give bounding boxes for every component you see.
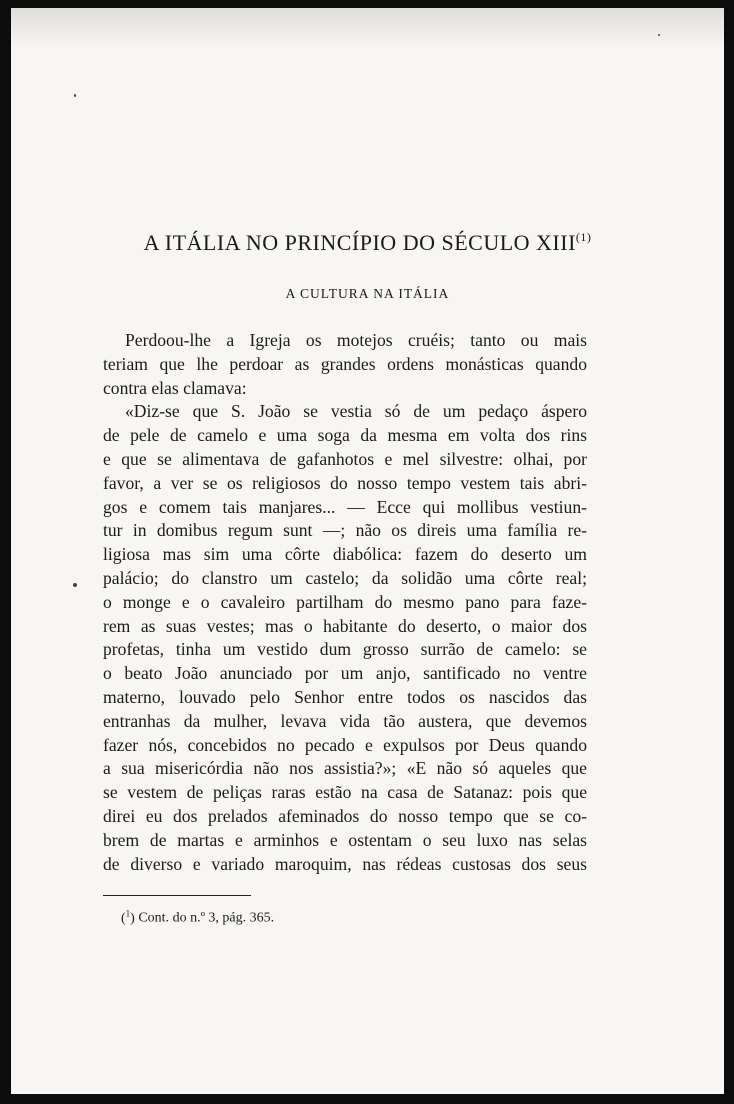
page: [11, 8, 724, 1094]
text-line: de diverso e variado maroquim, nas rédeas custosas dos seus: [103, 853, 587, 874]
paragraph: [103, 329, 587, 400]
footnote-mark: ($^1$): [121, 908, 135, 926]
text-line: tur in domibus regum sunt —; não os direis uma família re-: [103, 520, 587, 541]
body-text: [103, 329, 587, 876]
text-line: fazer nós, concebidos no pecado e expulsos por Deus quando: [103, 734, 587, 755]
text-line: materno, louvado pelo Senhor entre todos os nascidos das: [103, 686, 587, 707]
footnote: [121, 908, 274, 927]
footnote-number: 1: [125, 908, 131, 918]
scan-shadow: [11, 8, 724, 48]
ink-speck: [74, 94, 76, 97]
text-line: de pele de camelo e uma soga da mesma em volta dos rins: [103, 425, 587, 446]
text-line: profetas, tinha um vestido dum grosso surrão de camelo: se: [103, 639, 587, 660]
text-line: palácio; do clanstro um castelo; da solidão uma côrte real;: [103, 567, 587, 588]
paragraph: [103, 400, 587, 876]
text-line: Perdoou-lhe a Igreja os motejos cruéis; tanto ou mais: [125, 330, 587, 350]
text-line: o monge e o cavaleiro partilham do mesmo pano para faze-: [103, 591, 587, 612]
title-footnote-mark: (1): [575, 230, 592, 244]
text-line: «Diz-se que S. João se vestia só de um pedaço áspero: [125, 401, 587, 422]
text-line: entranhas da mulher, levava vida tão austera, que devemos: [103, 710, 587, 731]
text-line: ligiosa mas sim uma côrte diabólica: fazem do deserto um: [103, 544, 587, 565]
ink-speck: [73, 583, 77, 587]
text-line: brem de martas e arminhos e ostentam o seu luxo nas selas: [103, 829, 587, 850]
text-line: teriam que lhe perdoar as grandes ordens monásticas quando: [103, 353, 587, 374]
section-subtitle: A CULTURA NA ITÁLIA: [285, 286, 450, 301]
page-title: [11, 230, 724, 256]
text-line: contra elas clamava:: [103, 377, 247, 398]
text-line: e que se alimentava de gafanhotos e mel silvestre: olhai, por: [103, 448, 587, 469]
title-text: A ITÁLIA NO PRINCÍPIO DO SÉCULO XIII: [143, 230, 576, 255]
footnote-divider: [103, 895, 251, 896]
text-line: favor, a ver se os religiosos do nosso tempo vestem tais abri-: [103, 472, 587, 493]
text-line: a sua misericórdia não nos assistia?»; «E não só aqueles que: [103, 758, 587, 779]
text-line: rem as suas vestes; mas o habitante do deserto, o maior dos: [103, 615, 587, 636]
text-line: se vestem de peliças raras estão na casa de Satanaz: pois que: [103, 782, 587, 803]
text-line: direi eu dos prelados afeminados do nosso tempo que se co-: [103, 805, 587, 826]
footnote-text: Cont. do n.º 3, pág. 365.: [138, 910, 275, 926]
text-line: o beato João anunciado por um anjo, santificado no ventre: [103, 663, 587, 684]
text-line: gos e comem tais manjares... — Ecce qui mollibus vestiun-: [103, 496, 587, 517]
ink-speck: [658, 34, 660, 36]
title-footnote-number: 1: [580, 230, 587, 244]
